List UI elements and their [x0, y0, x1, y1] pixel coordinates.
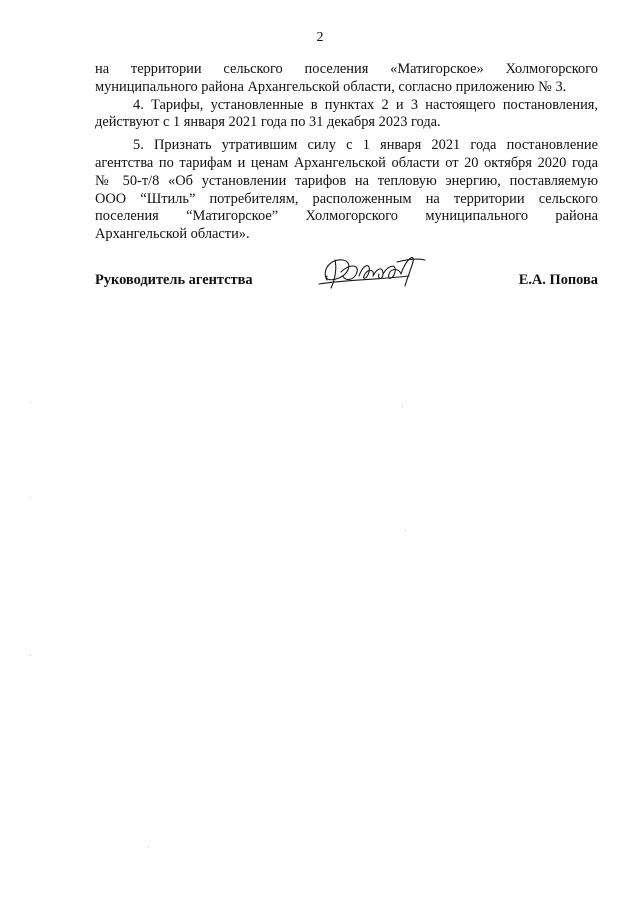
- scan-speck: [30, 402, 31, 403]
- scan-speck: [30, 655, 31, 656]
- paragraph-4-line-2: действуют с 1 января 2021 года по 31 декабря 2023 года.: [95, 114, 441, 131]
- signature-block: [95, 270, 598, 294]
- paragraph-5-line-5: поселения “Матигорское” Холмогорского муниципального района: [95, 208, 598, 225]
- scan-speck: [148, 846, 149, 847]
- paragraph-1-line-2: муниципального района Архангельской области, согласно приложению № 3.: [95, 78, 567, 95]
- paragraph-1-line-1: на территории сельского поселения «Матигорское» Холмогорского: [95, 61, 598, 77]
- paragraph-5-line-1: 5. Признать утратившим силу с 1 января 2021 года постановление: [133, 137, 598, 154]
- handwritten-signature: [313, 250, 433, 295]
- paragraph-5-line-6: Архангельской области».: [95, 226, 250, 243]
- paragraph-5-line-3: № 50-т/8 «Об установлении тарифов на тепловую энергию, поставляемую: [95, 172, 598, 189]
- scan-speck: [402, 406, 403, 407]
- scan-speck: [30, 497, 31, 498]
- scan-speck: [405, 530, 406, 531]
- page-number: 2: [316, 30, 324, 45]
- signer-title: Руководитель агентства: [95, 272, 253, 288]
- paragraph-5-line-4: ООО “Штиль” потребителям, расположенным на территории сельского: [95, 190, 598, 207]
- paragraph-5-line-2: агентства по тарифам и ценам Архангельской области от 20 октября 2020 года: [95, 154, 598, 171]
- paragraph-4-line-1: 4. Тарифы, установленные в пунктах 2 и 3 настоящего постановления,: [133, 96, 598, 113]
- signer-name: Е.А. Попова: [518, 272, 598, 288]
- document-body: [95, 61, 598, 244]
